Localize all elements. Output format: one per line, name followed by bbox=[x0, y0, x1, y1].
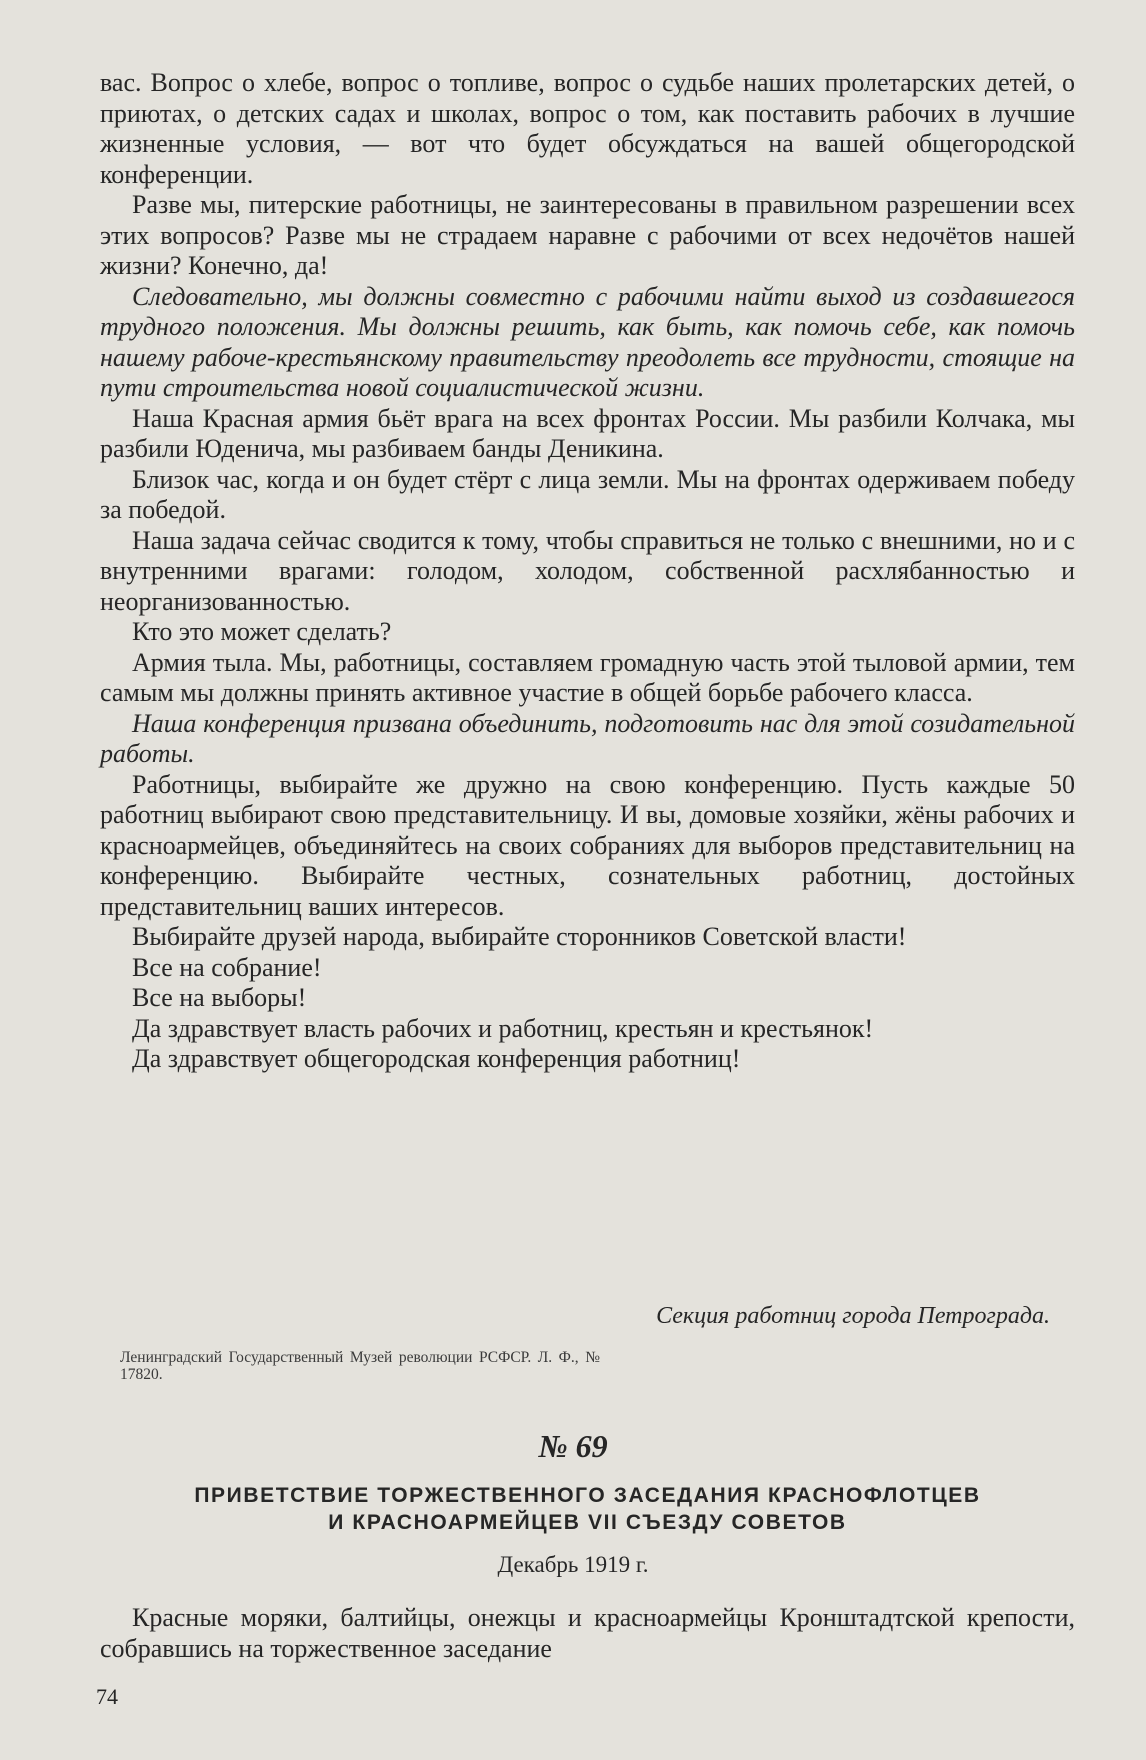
paragraph-11: Выбирайте друзей народа, выбирайте сторонников Советской власти! bbox=[132, 922, 907, 951]
document-body bbox=[100, 68, 1075, 1075]
document-continuation bbox=[100, 1602, 1075, 1664]
paragraph-6: Наша задача сейчас сводится к тому, чтобы справиться не только с внешними, но и с внутренними врагами: голодом, холодом, собственной расхлябанностью и неорганизованностью. bbox=[100, 525, 1075, 616]
document-number: № 69 bbox=[538, 1428, 608, 1464]
archive-source-note: Ленинградский Государственный Музей революции РСФСР. Л. Ф., № 17820. bbox=[120, 1349, 600, 1383]
paragraph-3: Следовательно, мы должны совместно с рабочими найти выход из создавшегося трудного положения. Мы должны решить, как быть, как помочь себе, как помочь нашему рабоче-крестьянскому правительству преодолеть все трудности, стоящие на пути строительства новой социалистической жизни. bbox=[100, 281, 1075, 402]
page-number: 74 bbox=[96, 1684, 118, 1709]
paragraph-9: Наша конференция призвана объединить, подготовить нас для этой созидательной работы. bbox=[100, 708, 1075, 768]
paragraph-4: Наша Красная армия бьёт врага на всех фронтах России. Мы разбили Колчака, мы разбили Юденича, мы разбиваем банды Деникина. bbox=[100, 403, 1075, 463]
heading-line-2: И КРАСНОАРМЕЙЦЕВ VII СЪЕЗДУ СОВЕТОВ bbox=[328, 1511, 847, 1534]
paragraph-12: Все на собрание! bbox=[132, 952, 322, 982]
paragraph-8: Армия тыла. Мы, работницы, составляем громадную часть этой тыловой армии, тем самым мы должны принять активное участие в общей борьбе рабочего класса. bbox=[100, 647, 1075, 707]
continuation-paragraph: Красные моряки, балтийцы, онежцы и красноармейцы Кронштадтской крепости, собравшись на торжественное заседание bbox=[100, 1603, 1075, 1663]
paragraph-7: Кто это может сделать? bbox=[132, 617, 392, 646]
document-date: Декабрь 1919 г. bbox=[497, 1552, 649, 1577]
paragraph-10: Работницы, выбирайте же дружно на свою конференцию. Пусть каждые 50 работниц выбирают свою представительницу. И вы, домовые хозяйки, жёны рабочих и красноармейцев, объединяйтесь на своих собраниях для выборов представительниц на конференцию. Выбирайте честных, сознательных работниц, достойных представительниц ваших интересов. bbox=[100, 769, 1075, 921]
paragraph-2: Разве мы, питерские работницы, не заинтересованы в правильном разрешении всех этих вопросов? Разве мы не страдаем наравне с рабочими от всех недочётов нашей жизни? Конечно, да! bbox=[100, 190, 1075, 280]
heading-line-1: ПРИВЕТСТВИЕ ТОРЖЕСТВЕННОГО ЗАСЕДАНИЯ КРАСНОФЛОТЦЕВ bbox=[194, 1484, 981, 1507]
paragraph-15: Да здравствует общегородская конференция работниц! bbox=[132, 1044, 741, 1073]
paragraph-13: Все на выборы! bbox=[132, 983, 307, 1012]
document-heading bbox=[100, 1482, 1075, 1536]
paragraph-14: Да здравствует власть рабочих и работниц, крестьян и крестьянок! bbox=[132, 1013, 874, 1043]
paragraph-1: вас. Вопрос о хлебе, вопрос о топливе, вопрос о судьбе наших пролетарских детей, о приютах, о детских садах и школах, вопрос о том, как поставить рабочих в лучшие жизненные условия, — вот что будет обсуждаться на вашей общегородской конференции. bbox=[100, 68, 1075, 189]
signature: Секция работниц города Петрограда. bbox=[656, 1303, 1050, 1329]
paragraph-5: Близок час, когда и он будет стёрт с лица земли. Мы на фронтах одерживаем победу за победой. bbox=[100, 464, 1075, 524]
